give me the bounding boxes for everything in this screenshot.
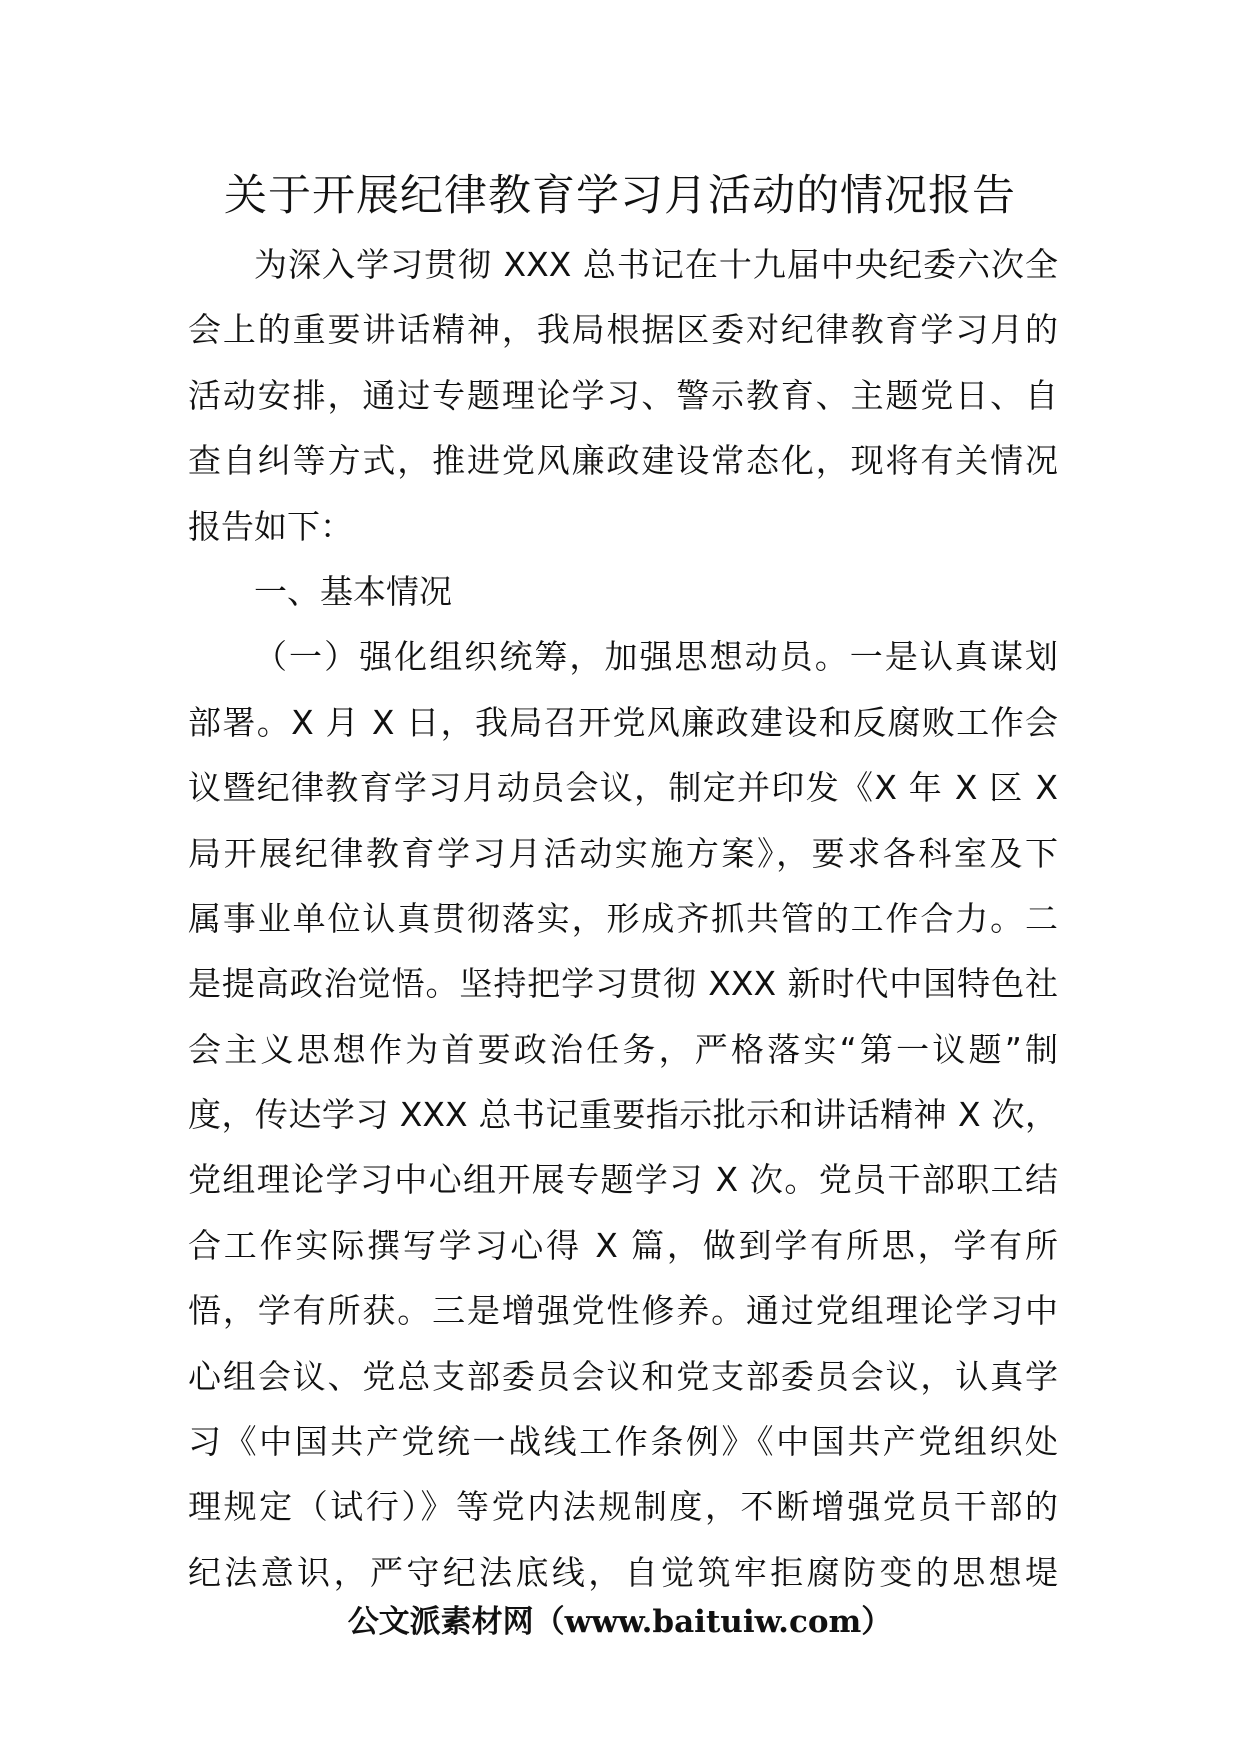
paragraph-line: 纪法意识，严守纪法底线，自觉筑牢拒腐防变的思想堤 [188,1552,1058,1592]
document-title: 关于开展纪律教育学习月活动的情况报告 [224,171,1016,221]
footer-watermark: 公文派素材网（www.baituiw.com） [347,1604,893,1640]
paragraph-line: 心组会议、党总支部委员会议和党支部委员会议，认真学 [188,1356,1058,1396]
paragraph-line: 为深入学习贯彻 XXX 总书记在十九届中央纪委六次全 [254,245,1058,284]
paragraph-line: 合工作实际撰写学习心得 X 篇，做到学有所思，学有所 [188,1225,1058,1265]
paragraph-line: 部署。X 月 X 日，我局召开党风廉政建设和反腐败工作会 [188,702,1058,742]
paragraph-line: 局开展纪律教育学习月活动实施方案》，要求各科室及下 [188,833,1058,873]
paragraph-line: 度，传达学习 XXX 总书记重要指示批示和讲话精神 X 次， [188,1095,1058,1135]
paragraph-line: （一）强化组织统筹，加强思想动员。一是认真谋划 [254,637,1058,677]
paragraph-line: 活动安排，通过专题理论学习、警示教育、主题党日、自 [188,375,1058,415]
paragraph-line: 议暨纪律教育学习月动员会议，制定并印发《X 年 X 区 X [188,768,1058,808]
paragraph-line: 理规定（试行）》等党内法规制度，不断增强党员干部的 [188,1487,1058,1527]
section-heading: 一、基本情况 [254,571,452,611]
document-body [188,232,1058,1605]
paragraph-line: 查自纠等方式，推进党风廉政建设常态化，现将有关情况 [188,441,1058,481]
paragraph-line: 会主义思想作为首要政治任务，严格落实“第一议题”制 [188,1029,1058,1069]
paragraph-line: 悟，学有所获。三是增强党性修养。通过党组理论学习中 [188,1291,1058,1331]
paragraph-line: 报告如下： [188,506,353,546]
paragraph-line: 会上的重要讲话精神，我局根据区委对纪律教育学习月的 [188,310,1058,350]
paragraph-line: 属事业单位认真贯彻落实，形成齐抓共管的工作合力。二 [188,898,1058,938]
paragraph-line: 党组理论学习中心组开展专题学习 X 次。党员干部职工结 [188,1160,1058,1200]
paragraph-line: 是提高政治觉悟。坚持把学习贯彻 XXX 新时代中国特色社 [188,964,1058,1004]
paragraph-line: 习《中国共产党统一战线工作条例》《中国共产党组织处 [188,1422,1058,1462]
